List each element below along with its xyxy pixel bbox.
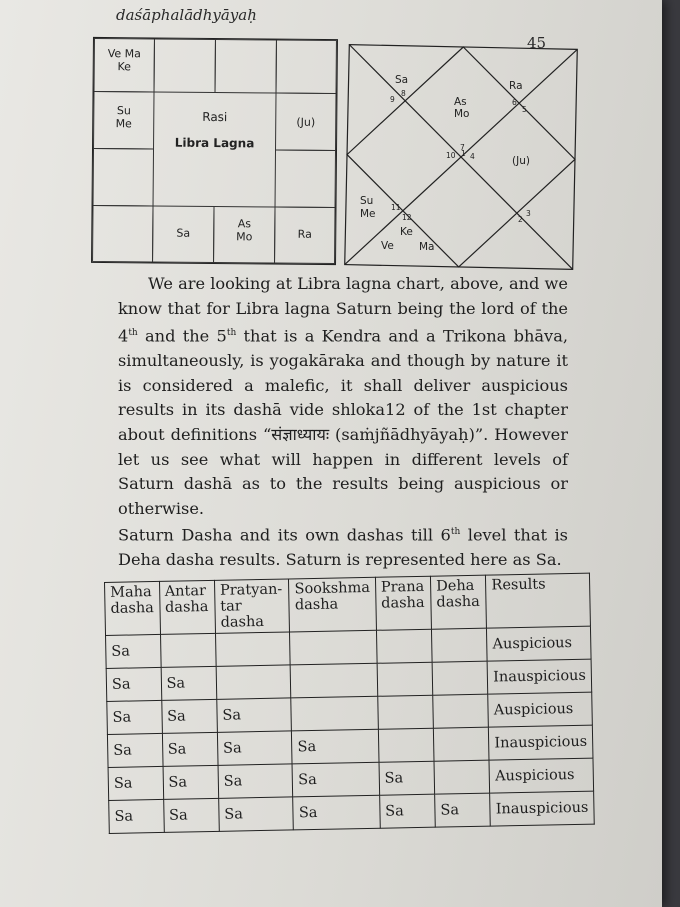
dasha-cell [378, 728, 434, 762]
rasi-cell-bottom-left [92, 205, 153, 263]
dasha-cell: Sa [217, 731, 292, 765]
dasha-cell: Sa [217, 698, 292, 732]
dasha-cell [291, 696, 378, 731]
dasha-cell: Sa [292, 729, 379, 764]
north-label-ju: (Ju) [512, 155, 530, 167]
rasi-planet-ra: Ra [297, 227, 312, 241]
header-maha-dasha: Maha dasha [105, 581, 161, 635]
dasha-cell [216, 665, 291, 699]
house-number-9: 9 [390, 95, 395, 104]
dasha-cell: Sa [293, 795, 380, 830]
dasha-cell [215, 632, 290, 666]
dasha-cell [377, 662, 433, 696]
rasi-subtitle: Libra Lagna [174, 135, 255, 151]
dasha-cell: Sa [109, 799, 164, 833]
north-label-ve: Ve [381, 240, 394, 252]
para1-text-c: that is a Kendra and a Trikona bhāva, simultaneously, is yogakāraka and though by nature it is considered a malefic, it shall deliver auspicious results in its dashā vide shloka12 of the 1st chapter about definitions “संज्ञाध्यायः (saṁjñādhyāyaḥ)”. However let us see what will happen in different levels of Saturn dashā as to the results being auspicious or otherwise. [118, 326, 568, 518]
result-cell: Inauspicious [487, 659, 591, 694]
dasha-cell: Sa [218, 764, 293, 798]
north-label-as: As [454, 96, 467, 108]
house-number-1: 1 [461, 149, 466, 158]
dasha-cell: Sa [219, 797, 294, 831]
north-label-su: Su [360, 195, 374, 207]
dasha-cell: Sa [379, 794, 435, 828]
house-number-5: 5 [522, 105, 527, 114]
rasi-cell-top-3 [215, 39, 277, 94]
dasha-cell [433, 694, 489, 728]
running-header: daśāphalādhyāyaḥ [116, 6, 257, 24]
rasi-planet-mo: Mo [236, 230, 253, 244]
north-label-me: Me [360, 208, 376, 220]
dasha-cell: Sa [108, 766, 163, 800]
para1-text-b: and the 5 [137, 326, 227, 346]
rasi-cell-right-upper [275, 93, 337, 152]
house-number-3: 3 [526, 209, 531, 218]
body-paragraph-2 [118, 520, 568, 573]
rasi-planet-ke: Ke [117, 60, 132, 74]
result-cell: Auspicious [489, 758, 593, 793]
rasi-planet-as: As [237, 217, 252, 231]
dasha-cell: Sa [162, 732, 218, 766]
dasha-cell [434, 760, 490, 794]
rasi-cell-top-2 [154, 38, 216, 93]
para2-text-a: Saturn Dasha and its own dashas till 6 [118, 525, 451, 545]
rasi-planet-sa: Sa [176, 226, 191, 240]
rasi-planets-ve-ma: Ve Ma [107, 47, 141, 61]
rasi-cell-bottom-right [274, 207, 335, 265]
house-number-4: 4 [470, 152, 475, 161]
dasha-cell [432, 661, 488, 695]
result-cell: Auspicious [488, 692, 592, 727]
dasha-cell [433, 727, 489, 761]
house-number-2: 2 [518, 215, 523, 224]
dasha-results-table [104, 573, 595, 834]
dasha-cell: Sa [106, 634, 161, 668]
dasha-cell: Sa [292, 762, 379, 797]
house-number-10: 10 [446, 151, 456, 160]
rasi-cell-bottom-3 [213, 206, 275, 264]
header-antar-dasha: Antar dasha [159, 580, 215, 634]
north-chart [344, 44, 580, 274]
header-pratyantar-dasha: Pratyan-tar dasha [214, 579, 290, 633]
rasi-chart [91, 37, 338, 265]
page-number: 45 [527, 34, 547, 52]
dasha-cell: Sa [161, 699, 217, 733]
north-label-mo: Mo [454, 108, 470, 120]
rasi-cell-top-right [276, 40, 337, 95]
rasi-cell-left-upper [93, 91, 155, 150]
header-sookshma-dasha: Sookshma dasha [289, 577, 376, 632]
dasha-cell: Sa [163, 798, 219, 832]
north-label-ma: Ma [419, 241, 435, 253]
result-cell: Auspicious [487, 626, 591, 661]
dasha-cell: Sa [106, 667, 161, 701]
rasi-cell-top-left [94, 38, 155, 93]
body-paragraph-1 [118, 272, 568, 521]
dasha-cell: Sa [379, 761, 435, 795]
house-number-7: 7 [460, 143, 465, 152]
dasha-cell [290, 630, 377, 665]
header-prana-dasha: Prana dasha [375, 576, 431, 630]
para1-text-a: We are looking at Libra lagna chart, above, and we know that for Libra lagna Saturn being the lord of the 4 [118, 274, 568, 346]
dasha-cell: Sa [435, 793, 491, 827]
dasha-cell: Sa [107, 700, 162, 734]
house-number-11: 11 [391, 203, 401, 212]
rasi-planet-me: Me [115, 117, 132, 131]
result-cell: Inauspicious [490, 791, 594, 826]
house-number-6: 6 [512, 98, 517, 107]
house-number-8: 8 [401, 89, 406, 98]
house-number-12: 12 [402, 213, 412, 222]
north-label-sa: Sa [395, 74, 409, 86]
rasi-cell-right-lower [275, 150, 337, 209]
rasi-center [153, 91, 277, 207]
north-chart-svg [344, 44, 580, 270]
result-cell: Inauspicious [489, 725, 593, 760]
north-label-ke: Ke [400, 226, 413, 238]
dasha-cell: Sa [161, 666, 217, 700]
para1-sup-b: th [226, 328, 237, 339]
para1-sup-a: th [128, 328, 138, 339]
rasi-cell-bottom-2 [152, 205, 214, 263]
rasi-title: Rasi [202, 109, 228, 125]
dasha-cell [431, 628, 487, 662]
rasi-planet-ju: (Ju) [296, 115, 316, 129]
table-header-row [105, 573, 591, 635]
header-deha-dasha: Deha dasha [430, 575, 486, 629]
header-results: Results [486, 573, 591, 628]
dasha-cell [160, 633, 216, 667]
dasha-cell [291, 663, 378, 698]
dasha-cell: Sa [163, 765, 219, 799]
dasha-cell [376, 629, 432, 663]
dasha-cell: Sa [107, 733, 162, 767]
dasha-cell [377, 695, 433, 729]
para2-sup: th [450, 527, 461, 537]
north-label-ra: Ra [509, 80, 523, 92]
rasi-planet-su: Su [116, 104, 131, 118]
rasi-cell-left-lower [93, 148, 155, 207]
para2-text-b: level that is Deha dasha results. Saturn is represented here as Sa. [118, 525, 568, 569]
